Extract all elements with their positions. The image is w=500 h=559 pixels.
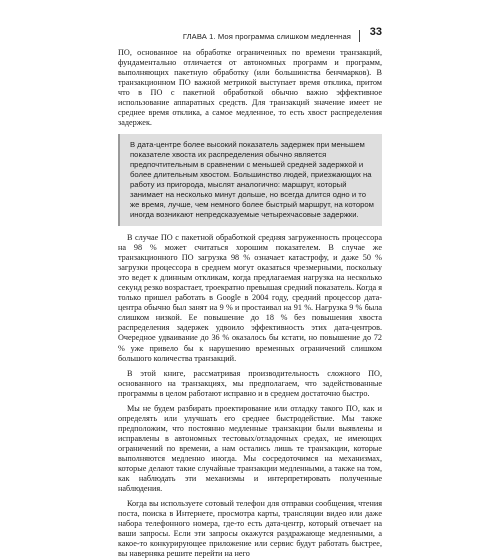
paragraph: В этой книге, рассматривая производительность сложного ПО, основанного на транзакциях, мы предполагаем, что задействованные программы в целом работают исправно и в среднем достаточно быстро.: [118, 368, 382, 398]
paragraph: Когда вы используете сотовый телефон для отправки сообщения, чтения поста, поиска в Интернете, просмотра карты, трансляции видео или даже набора телефонного номера, где-то есть дата-центр, который отвечает на ваши запросы. Если эти запросы окажутся раздражающе медленными, а какое-то конкурирующее приложение или сервис будут работать быстрее, вы наверняка решите перейти на него: [118, 499, 382, 559]
page-body: [118, 48, 382, 559]
paragraph: Мы не будем разбирать проектирование или отладку такого ПО, как и определять или улучшать его среднее быстродействие. Мы также предположим, что постоянно медленные транзакции были выявлены и исправлены в автономных тестовых/отладочных средах, не имеющих ограничений по времени, а нам остались лишь те транзакции, которые выполняются медленно иногда. Мы сосредоточимся на механизмах, которые делают такие случайные транзакции медленными, а также на том, как наблюдать эти механизмы и интерпретировать полученные наблюдения.: [118, 403, 382, 494]
running-header: [0, 30, 500, 42]
callout-box: [118, 134, 382, 226]
page-number: 33: [369, 26, 382, 38]
chapter-title: ГЛАВА 1. Моя программа слишком медленная: [182, 31, 351, 41]
paragraph: В случае ПО с пакетной обработкой средняя загруженность процессора на 98 % может считаться хорошим показателем. В случае же транзакционного ПО загрузка 98 % означает катастрофу, и даже 50 % загрузки процессора в среднем могут оказаться чрезмерными, поскольку это ведет к длинным откликам, когда предлагаемая нагрузка на несколько секунд резко возрастает, троекратно превышая средний показатель. Когда я только пришел работать в Google в 2004 году, средний процессор дата-центра обычно был занят на 9 % и простаивал на 91 %. Нагрузка 9 % была слишком низкой. Ее повышение до 18 % без повышения хвоста распределения задержек удвоило эффективность этих дата-центров. Очередное удваивание до 36 % оказалось бы кстати, но повышение до 72 % уже привело бы к нарушению временных ограничений слишком большого количества транзакций.: [118, 233, 382, 363]
paragraph: ПО, основанное на обработке ограниченных по времени транзакций, фундаментально отличается от автономных программ и программ, выполняющих пакетную обработку (или большинства бенчмарков). В транзакционном ПО важной метрикой выступает время отклика, притом что в ПО с пакетной обработкой обычно важно эффективное использование аппаратных средств. Для транзакций значение имеет не среднее время отклика, а самое медленное, то есть хвост распределения задержек.: [118, 48, 382, 128]
callout-text: В дата-центре более высокий показатель задержек при меньшем показателе хвоста их распределения обычно является предпочтительным в сравнении с меньшей средней задержкой и более длительным хвостом. Большинство людей, приезжающих на работу из пригорода, мыслят аналогично: маршрут, который занимает на несколько минут дольше, но всегда длится одно и то же время, лучше, чем немного более быстрый маршрут, на котором иногда возникают непредсказуемые четырехчасовые задержки.: [130, 140, 374, 220]
header-divider: [359, 30, 360, 42]
